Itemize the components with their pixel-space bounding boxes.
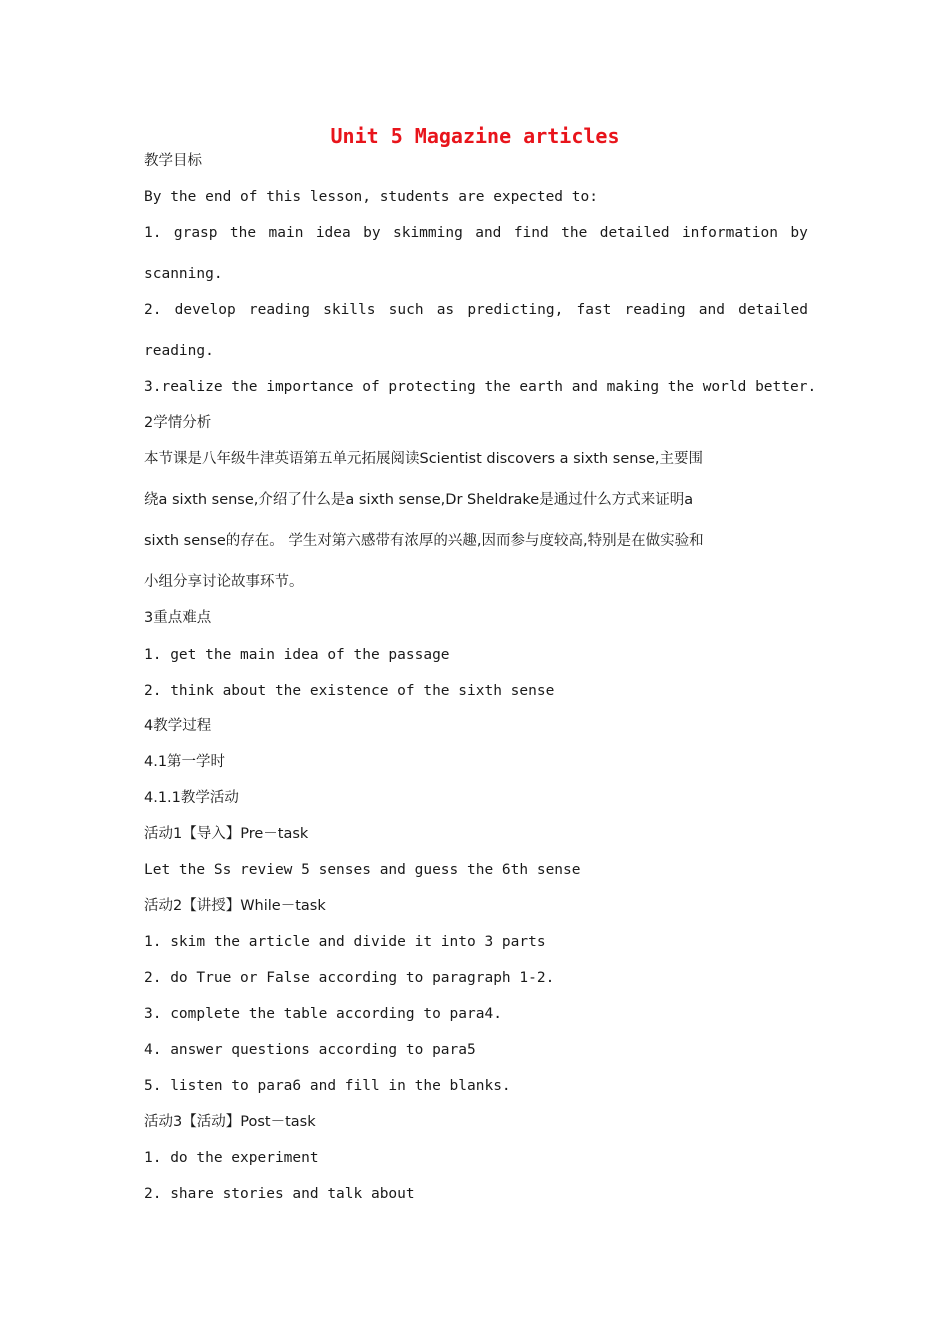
document-title: Unit 5 Magazine articles (330, 124, 620, 148)
objective-1-continued: scanning. (144, 266, 223, 282)
word: predicting, (467, 302, 564, 318)
word: the (229, 225, 257, 241)
analysis-line: sixth sense的存在。 学生对第六感带有浓厚的兴趣,因而参与度较高,特别是在做实验和 (144, 533, 704, 549)
activity-item: 2. do True or False according to paragraph 1-2. (144, 970, 555, 986)
word: such (388, 302, 424, 318)
section-heading-process: 4教学过程 (144, 718, 212, 734)
activity-item: 3. complete the table according to para4. (144, 1006, 502, 1022)
word: detailed (599, 225, 670, 241)
section-heading-analysis: 2学情分析 (144, 415, 212, 431)
key-point: 2. think about the existence of the sixth sense (144, 683, 555, 699)
word: information (681, 225, 778, 241)
activity-item: 4. answer questions according to para5 (144, 1042, 476, 1058)
word: find (513, 225, 549, 241)
objective-2 (144, 300, 808, 320)
word: develop (174, 302, 236, 318)
word: skills (323, 302, 376, 318)
objectives-intro: By the end of this lesson, students are expected to: (144, 189, 598, 205)
activity-item: Let the Ss review 5 senses and guess the 6th sense (144, 862, 581, 878)
subsection-heading: 4.1第一学时 (144, 754, 226, 770)
word: fast (576, 302, 612, 318)
word: and (475, 225, 502, 241)
word: 2. (144, 302, 162, 318)
section-heading-objectives: 教学目标 (144, 153, 202, 169)
word: as (436, 302, 455, 318)
word: skimming (392, 225, 463, 241)
word: detailed (738, 302, 808, 318)
activity-item: 1. skim the article and divide it into 3 parts (144, 934, 546, 950)
subsection-heading: 4.1.1教学活动 (144, 790, 239, 806)
word: main (268, 225, 304, 241)
word: by (790, 225, 808, 241)
analysis-line: 小组分享讨论故事环节。 (144, 574, 304, 590)
activity-item: 5. listen to para6 and fill in the blanks. (144, 1078, 511, 1094)
objective-2-continued: reading. (144, 343, 214, 359)
activity-heading: 活动1【导入】Pre－task (144, 826, 309, 842)
word: the (561, 225, 588, 241)
analysis-line: 绕a sixth sense,介绍了什么是a sixth sense,Dr Sheldrake是通过什么方式来证明a (144, 492, 694, 508)
word: and (698, 302, 725, 318)
objective-3: 3.realize the importance of protecting the earth and making the world better. (144, 379, 817, 395)
word: reading (248, 302, 310, 318)
word: grasp (173, 225, 218, 241)
objective-1 (144, 223, 808, 243)
activity-item: 2. share stories and talk about (144, 1186, 415, 1202)
activity-item: 1. do the experiment (144, 1150, 319, 1166)
word: reading (624, 302, 686, 318)
section-heading-key-points: 3重点难点 (144, 610, 212, 626)
word: 1. (144, 225, 162, 241)
activity-heading: 活动2【讲授】While－task (144, 898, 326, 914)
analysis-line: 本节课是八年级牛津英语第五单元拓展阅读Scientist discovers a sixth sense,主要围 (144, 451, 704, 467)
key-point: 1. get the main idea of the passage (144, 647, 450, 663)
word: by (363, 225, 381, 241)
word: idea (315, 225, 351, 241)
activity-heading: 活动3【活动】Post－task (144, 1114, 316, 1130)
